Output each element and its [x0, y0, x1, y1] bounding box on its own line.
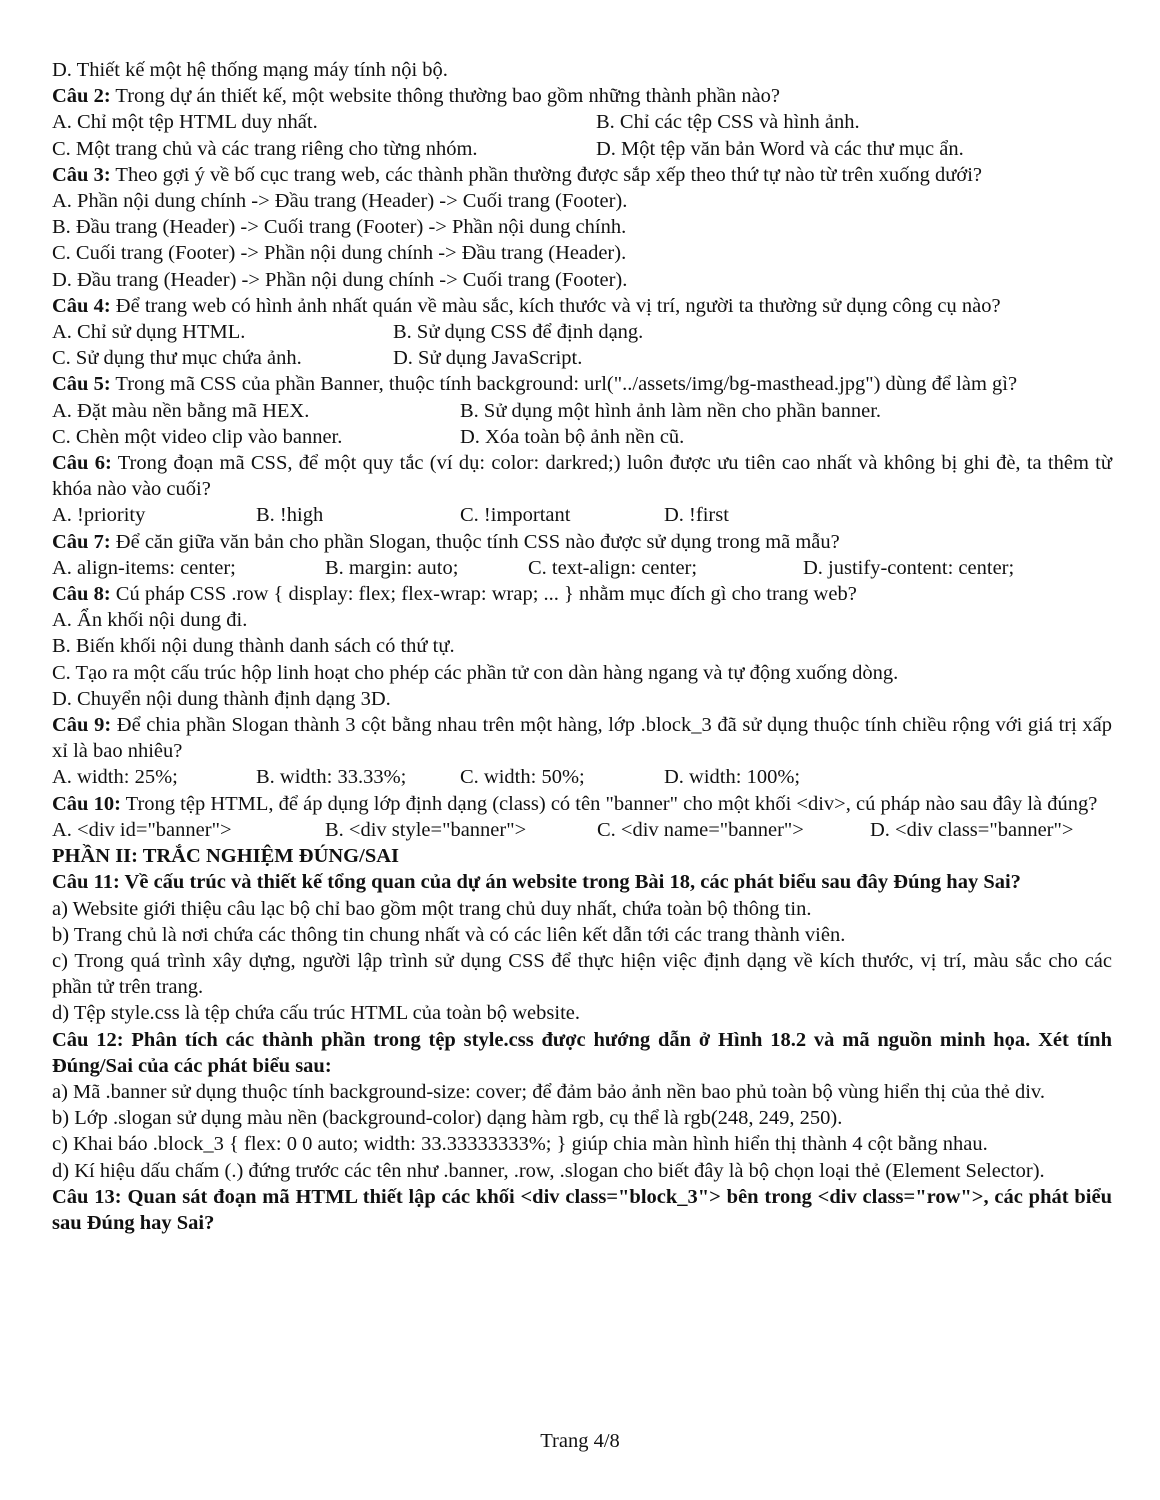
q5-option-a: A. Đặt màu nền bằng mã HEX. [52, 399, 310, 422]
q10-options [52, 817, 1112, 843]
q1-option-d: D. Thiết kế một hệ thống mạng máy tính nội bộ. [52, 59, 448, 81]
q4-option-d: D. Sử dụng JavaScript. [393, 347, 583, 370]
question-text: Theo gợi ý về bố cục trang web, các thành phần thường được sắp xếp theo thứ tự nào từ trên xuống dưới? [110, 163, 983, 186]
q3-option-d: D. Đầu trang (Header) -> Phần nội dung chính -> Cuối trang (Footer). [52, 268, 628, 291]
q9-option-c: C. width: 50%; [460, 766, 585, 789]
q10-option-b: B. <div style="banner"> [325, 818, 527, 841]
q2-option-d: D. Một tệp văn bản Word và các thư mục ẩn. [596, 137, 964, 160]
q11-statement-c: c) Trong quá trình xây dựng, người lập trình sử dụng CSS để thực hiện việc định dạng về kích thước, vị trí, màu sắc cho các phần tử trên trang. [52, 949, 1112, 999]
page-content [52, 57, 1112, 1236]
q11-statement-d: d) Tệp style.css là tệp chứa cấu trúc HTML của toàn bộ website. [52, 1002, 580, 1025]
q6-option-d: D. !first [664, 504, 729, 527]
q6-option-b: B. !high [256, 504, 324, 527]
question-label: Câu 7: [52, 530, 111, 553]
question-label: Câu 5: [52, 373, 111, 396]
question-12 [52, 1027, 1112, 1079]
q9-options [52, 764, 1112, 790]
q12-statement-a: a) Mã .banner sử dụng thuộc tính background-size: cover; để đảm bảo ảnh nền bao phủ toàn bộ vùng hiển thị của thẻ div. [52, 1080, 1045, 1103]
q11-statement-b: b) Trang chủ là nơi chứa các thông tin chung nhất và có các liên kết dẫn tới các trang thành viên. [52, 923, 846, 946]
q4-option-c: C. Sử dụng thư mục chứa ảnh. [52, 347, 302, 370]
question-6 [52, 450, 1112, 502]
question-text: Để trang web có hình ảnh nhất quán về màu sắc, kích thước và vị trí, người ta thường sử dụng công cụ nào? [110, 294, 1001, 317]
question-text: Trong mã CSS của phần Banner, thuộc tính background: url("../assets/img/bg-masthead.jpg") dùng để làm gì? [110, 373, 1018, 396]
question-label: Câu 12: [52, 1028, 124, 1051]
question-text: Trong đoạn mã CSS, để một quy tắc (ví dụ: color: darkred;) luôn được ưu tiên cao nhất và không bị ghi đè, ta thêm từ khóa nào vào cuối? [52, 452, 1112, 501]
q6-options [52, 502, 1112, 528]
question-text: Về cấu trúc và thiết kế tổng quan của dự án website trong Bài 18, các phát biểu sau đây Đúng hay Sai? [119, 871, 1021, 894]
q10-option-a: A. <div id="banner"> [52, 818, 232, 841]
question-7 [52, 529, 1112, 555]
question-text: Để căn giữa văn bản cho phần Slogan, thuộc tính CSS nào được sử dụng trong mã mẫu? [110, 530, 840, 553]
q2-option-b: B. Chỉ các tệp CSS và hình ảnh. [596, 111, 860, 134]
q12-statement-b: b) Lớp .slogan sử dụng màu nền (background-color) dạng hàm rgb, cụ thể là rgb(248, 249, 250). [52, 1107, 843, 1130]
q2-options-row-1 [52, 109, 1112, 135]
q10-option-c: C. <div name="banner"> [597, 818, 804, 841]
q4-option-a: A. Chỉ sử dụng HTML. [52, 321, 246, 344]
question-label: Câu 13: [52, 1185, 122, 1208]
q4-options-row-1 [52, 319, 1112, 345]
question-label: Câu 11: [52, 871, 120, 894]
q2-options-row-2 [52, 136, 1112, 162]
question-8 [52, 581, 1112, 607]
q5-option-d: D. Xóa toàn bộ ảnh nền cũ. [460, 425, 685, 448]
question-label: Câu 9: [52, 714, 112, 737]
q7-option-b: B. margin: auto; [325, 556, 459, 579]
question-text: Cú pháp CSS .row { display: flex; flex-wrap: wrap; ... } nhằm mục đích gì cho trang web? [110, 583, 857, 606]
question-label: Câu 10: [52, 792, 121, 815]
q6-option-c: C. !important [460, 504, 571, 527]
q8-option-a: A. Ẩn khối nội dung đi. [52, 609, 248, 632]
q10-option-d: D. <div class="banner"> [870, 818, 1074, 841]
q7-option-a: A. align-items: center; [52, 556, 236, 579]
q7-option-c: C. text-align: center; [528, 556, 698, 579]
q6-option-a: A. !priority [52, 504, 146, 527]
q12-statement-c: c) Khai báo .block_3 { flex: 0 0 auto; width: 33.33333333%; } giúp chia màn hình hiển thị thành 4 cột bằng nhau. [52, 1133, 988, 1156]
q3-option-b: B. Đầu trang (Header) -> Cuối trang (Footer) -> Phần nội dung chính. [52, 216, 627, 239]
question-9 [52, 712, 1112, 764]
q2-option-a: A. Chỉ một tệp HTML duy nhất. [52, 111, 318, 134]
q11-statement-a: a) Website giới thiệu câu lạc bộ chỉ bao gồm một trang chủ duy nhất, chứa toàn bộ thông tin. [52, 897, 812, 920]
question-text: Để chia phần Slogan thành 3 cột bằng nhau trên một hàng, lớp .block_3 đã sử dụng thuộc tính chiều rộng với giá trị xấp xỉ là bao nhiêu? [52, 714, 1112, 763]
question-4 [52, 293, 1112, 319]
question-label: Câu 4: [52, 294, 111, 317]
q5-option-b: B. Sử dụng một hình ảnh làm nền cho phần banner. [460, 399, 882, 422]
question-label: Câu 3: [52, 163, 111, 186]
question-5 [52, 371, 1112, 397]
q5-options-row-2 [52, 424, 1112, 450]
q9-option-b: B. width: 33.33%; [256, 766, 407, 789]
question-label: Câu 8: [52, 583, 111, 606]
q4-option-b: B. Sử dụng CSS để định dạng. [393, 321, 644, 344]
question-text: Phân tích các thành phần trong tệp style.css được hướng dẫn ở Hình 18.2 và mã nguồn minh họa. Xét tính Đúng/Sai của các phát biểu sau: [52, 1028, 1112, 1077]
q9-option-a: A. width: 25%; [52, 766, 178, 789]
question-3 [52, 162, 1112, 188]
question-text: Trong tệp HTML, để áp dụng lớp định dạng (class) có tên "banner" cho một khối <div>, cú pháp nào sau đây là đúng? [120, 792, 1098, 815]
q3-option-a: A. Phần nội dung chính -> Đầu trang (Header) -> Cuối trang (Footer). [52, 190, 628, 213]
q5-options-row-1 [52, 398, 1112, 424]
question-text: Quan sát đoạn mã HTML thiết lập các khối <div class="block_3"> bên trong <div class="row">, các phát biểu sau Đúng hay Sai? [52, 1185, 1112, 1234]
q8-option-b: B. Biến khối nội dung thành danh sách có thứ tự. [52, 635, 455, 658]
q8-option-d: D. Chuyển nội dung thành định dạng 3D. [52, 687, 391, 710]
q2-option-c: C. Một trang chủ và các trang riêng cho từng nhóm. [52, 137, 478, 160]
section-heading: PHẦN II: TRẮC NGHIỆM ĐÚNG/SAI [52, 845, 400, 868]
q4-options-row-2 [52, 345, 1112, 371]
question-10 [52, 791, 1112, 817]
q7-options [52, 555, 1112, 581]
q12-statement-d: d) Kí hiệu dấu chấm (.) đứng trước các tên như .banner, .row, .slogan cho biết đây là bộ chọn loại thẻ (Element Selector). [52, 1159, 1045, 1182]
q7-option-d: D. justify-content: center; [803, 556, 1015, 579]
question-label: Câu 2: [52, 85, 111, 108]
q8-option-c: C. Tạo ra một cấu trúc hộp linh hoạt cho phép các phần tử con dàn hàng ngang và tự động xuống dòng. [52, 661, 899, 684]
question-13 [52, 1184, 1112, 1236]
question-2 [52, 83, 1112, 109]
page-number: Trang 4/8 [540, 1430, 620, 1452]
q3-option-c: C. Cuối trang (Footer) -> Phần nội dung chính -> Đầu trang (Header). [52, 242, 627, 265]
question-11 [52, 869, 1112, 895]
question-text: Trong dự án thiết kế, một website thông thường bao gồm những thành phần nào? [110, 85, 781, 108]
question-label: Câu 6: [52, 452, 112, 475]
q9-option-d: D. width: 100%; [664, 766, 801, 789]
q5-option-c: C. Chèn một video clip vào banner. [52, 425, 343, 448]
